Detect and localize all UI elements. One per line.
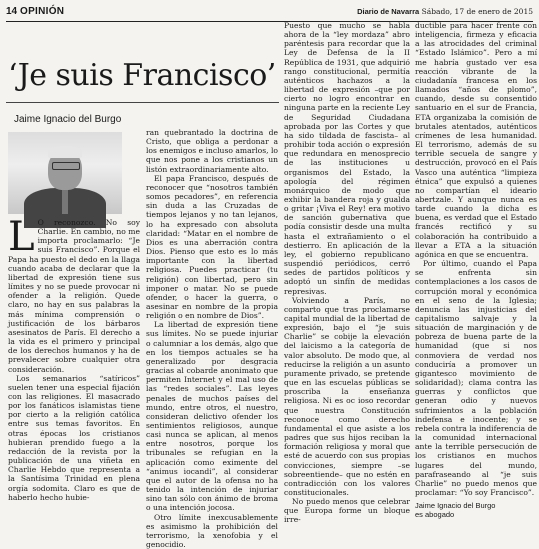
article-column-4 — [415, 21, 537, 520]
paragraph: L O reconozco. No soy Charlie. En cambio, no me importa proclamarlo: “Je suis Francisco”. Porque el Papa ha puesto el dedo en la llaga cuando acaba de declarar que la libertad de expresión tiene sus límites y no se puede provocar ni ofender a la religión. Quede claro, no hay en sus palabras la más mínima comprensión o justificación de los bárbaros asesinatos de París. El derecho a la vida es el primero y principal de los derechos humanos y ha de prevalecer sobre cualquier otra consideración. — [8, 214, 140, 374]
paragraph: Por último, cuando el Papa se enfrenta sin contemplaciones a los casos de corrupción moral y económica en el seno de la Iglesia; denuncia las injusticias del capitalismo salvaje y la situación de marginación y de pobreza de buena parte de la humanidad (que si nos conmoviera de verdad nos conduciría a promover un gigantesco movimiento de solidaridad); clama contra las guerras y conflictos que generan odio y nuevos sufrimientos a la población indefensa e inocente; y se rebela contra la indiferencia de la comunidad internacional ante la terrible persecución de los cristianos en muchos lugares del mundo, parafraseando al “je suis Charlie” no puedo menos que proclamar: “Yo soy Francisco”. — [415, 259, 537, 497]
signature-name: Jaime Ignacio del Burgo — [415, 501, 496, 511]
article-title: ‘Je suis Francisco’ — [8, 58, 276, 93]
signature-role: es abogado — [415, 510, 455, 520]
drop-cap: L — [8, 214, 35, 260]
paragraph: ductible para hacer frente con inteligencia, firmeza y eficacia a las atrocidades del criminal “Estado Islámico”. Pero a mí me habría gustado ver esa reacción vibrante de la ciudadanía francesa en los llamados “años de plomo”, cuando, desde su consentido santuario en el sur de Francia, ETA organizaba la comisión de brutales atentados, auténticos crímenes de lesa humanidad. El terrorismo, además de su terrible secuela de sangre y destrucción, provocó en el País Vasco una auténtica “limpieza étnica” que expulsó a quienes no compartían el ideario abertzale. Y aunque nunca es tarde cuando la dicha es buena, es verdad que el Estado francés rectificó y su colaboración ha contribuido a llevar a ETA a la situación agónica en que se encuentra. — [415, 21, 537, 259]
paragraph: El papa Francisco, después de reconocer que “nosotros también somos pecadores”, en referencia sin duda a las Cruzadas de tiempos lejanos y no tan lejanos, lo ha expresado con absoluta claridad: “Matar en el nombre de Dios es una aberración contra Dios. Pienso que esto es lo más importante con la libertad religiosa. Puedes practicar (tu religión) con libertad, pero sin imponer o matar. No se puede ofender, o hacer la guerra, o asesinar en nombre de la propia religión o en nombre de Dios”. — [146, 173, 278, 321]
article-column-3 — [284, 21, 410, 525]
paragraph: Otro límite inexcusablemente es asimismo la prohibición del terrorismo, la xenofobia y el genocidio. — [146, 512, 278, 549]
title-rule — [6, 102, 279, 103]
author-photo — [8, 132, 122, 214]
paragraph: La libertad de expresión tiene sus límites. No se puede injuriar o calumniar a los demás, algo que en los tiempos actuales se ha generalizado por desgracia gracias al cobarde anonimato que permiten Internet y el mal uso de las “redes sociales”. Las leyes penales de muchos países del mundo, entre otros, el nuestro, consideran delictivo ofender los sentimientos religiosos, aunque casi nunca se aplican, al menos entre nosotros, porque los tribunales se refugian en la aplicación como eximente del “animus iocandi”, al considerar que el autor de la ofensa no ha tenido la intención de injuriar sino tan sólo con ánimo de broma o una intención jocosa. — [146, 320, 278, 513]
article-column-1 — [8, 214, 140, 502]
publication-date: Sábado, 17 de enero de 2015 — [421, 7, 533, 16]
paragraph: No puedo menos que celebrar que Europa forme un bloque irre- — [284, 497, 410, 525]
article-column-2 — [146, 128, 278, 549]
section-name: OPINIÓN — [20, 6, 65, 17]
publication-name: Diario de Navarra — [357, 7, 420, 16]
page-header — [6, 6, 533, 18]
author-byline: Jaime Ignacio del Burgo — [14, 114, 122, 125]
paragraph: Volviendo a París, no comparto que tras proclamarse capital mundial de la libertad de expresión, bajo el “je suis Charlie” se cobije la elevación del laicismo a la categoría de valor absoluto. De modo que, al reducirse la religión a un asunto puramente privado, se pretende que en las escuelas públicas se proscriba la enseñanza religiosa. Ni es oc ioso recordar que nuestra Constitución reconoce como derecho fundamental el que asiste a los padres que sus hijos reciban la formación religiosa y moral que esté de acuerdo con sus propias convicciones, siempre –se sobreentiende– que no estén en contradicción con los valores constitucionales. — [284, 295, 410, 497]
paragraph: Los semanarios “satíricos” suelen tener una especial fijación con las religiones. El masacrado por los fanáticos islamistas tiene por cierto a la religión católica entre sus temas favoritos. En otras épocas los cristianos hubieran prendido fuego a la redacción de la revista por la publicación de una viñeta en Charlie Hebdo que representa a la Santísima Trinidad en plena orgía sodomita. Claro es que de haberlo hecho hubie- — [8, 373, 140, 502]
publication-info — [357, 7, 533, 16]
paragraph: Puesto que mucho se habla ahora de la “ley mordaza” abro paréntesis para recordar que la Ley de Defensa de la II República de 1931, que adquirió rango constitucional, permitía auténticos hachazos a la libertad de expresión –que por cierto no logro encontrar en ninguna parte en la reciente Ley de Seguridad Ciudadana aprobada por las Cortes y que ha sido tildada de fascista– al prohibir toda acción o expresión que redundara en menosprecio de las instituciones u organismos del Estado, la apología del régimen monárquico de modo que exhibir la bandera roja y gualda o gritar ¡Viva el Rey! era motivo de sanción gubernativa que podía consistir desde una multa hasta el extrañamiento o el destierro. En aplicación de la ley, el gobierno republicano suspendió periódicos, cerró sedes de partidos políticos y adoptó un sinfín de medidas represivas. — [284, 21, 410, 296]
page-number: 14 — [6, 6, 18, 17]
paragraph: ran quebrantado la doctrina de Cristo, que obliga a perdonar a los enemigos e incluso amarlos, lo que nos pone a los cristianos un listón extraordinariamente alto. — [146, 128, 278, 174]
